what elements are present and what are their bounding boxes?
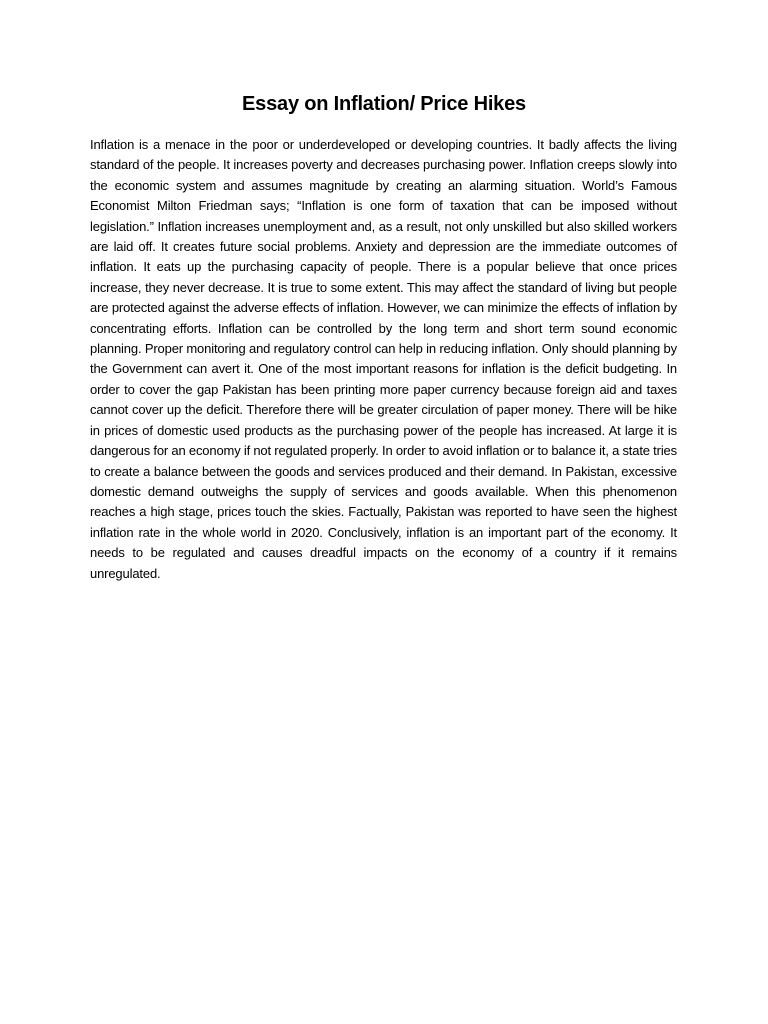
essay-body-paragraph: Inflation is a menace in the poor or underdeveloped or developing countries. It badly affects the living standard of the people. It increases poverty and decreases purchasing power. Inflation creeps slowly into the economic system and assumes magnitude by creating an alarming situation. World’s Famous Economist Milton Friedman says; “Inflation is one form of taxation that can be imposed without legislation.” Inflation increases unemployment and, as a result, not only unskilled but also skilled workers are laid off. It creates future social problems. Anxiety and depression are the immediate outcomes of inflation. It eats up the purchasing capacity of people. There is a popular believe that once prices increase, they never decrease. It is true to some extent. This may affect the standard of living but people are protected against the adverse effects of inflation. However, we can minimize the effects of inflation by concentrating efforts. Inflation can be controlled by the long term and short term sound economic planning. Proper monitoring and regulatory control can help in reducing inflation. Only should planning by the Government can avert it. One of the most important reasons for inflation is the deficit budgeting. In order to cover the gap Pakistan has been printing more paper currency because foreign aid and taxes cannot cover up the deficit. Therefore there will be greater circulation of paper money. There will be hike in prices of domestic used products as the purchasing power of the people has increased. At large it is dangerous for an economy if not regulated properly. In order to avoid inflation or to balance it, a state tries to create a balance between the goods and services produced and their demand. In Pakistan, excessive domestic demand outweighs the supply of services and goods available. When this phenomenon reaches a high stage, prices touch the skies. Factually, Pakistan was reported to have seen the highest inflation rate in the whole world in 2020. Conclusively, inflation is an important part of the economy. It needs to be regulated and causes dreadful impacts on the economy of a country if it remains unregulated. xyxy=(90,137,677,581)
essay-title: Essay on Inflation/ Price Hikes xyxy=(242,93,526,115)
